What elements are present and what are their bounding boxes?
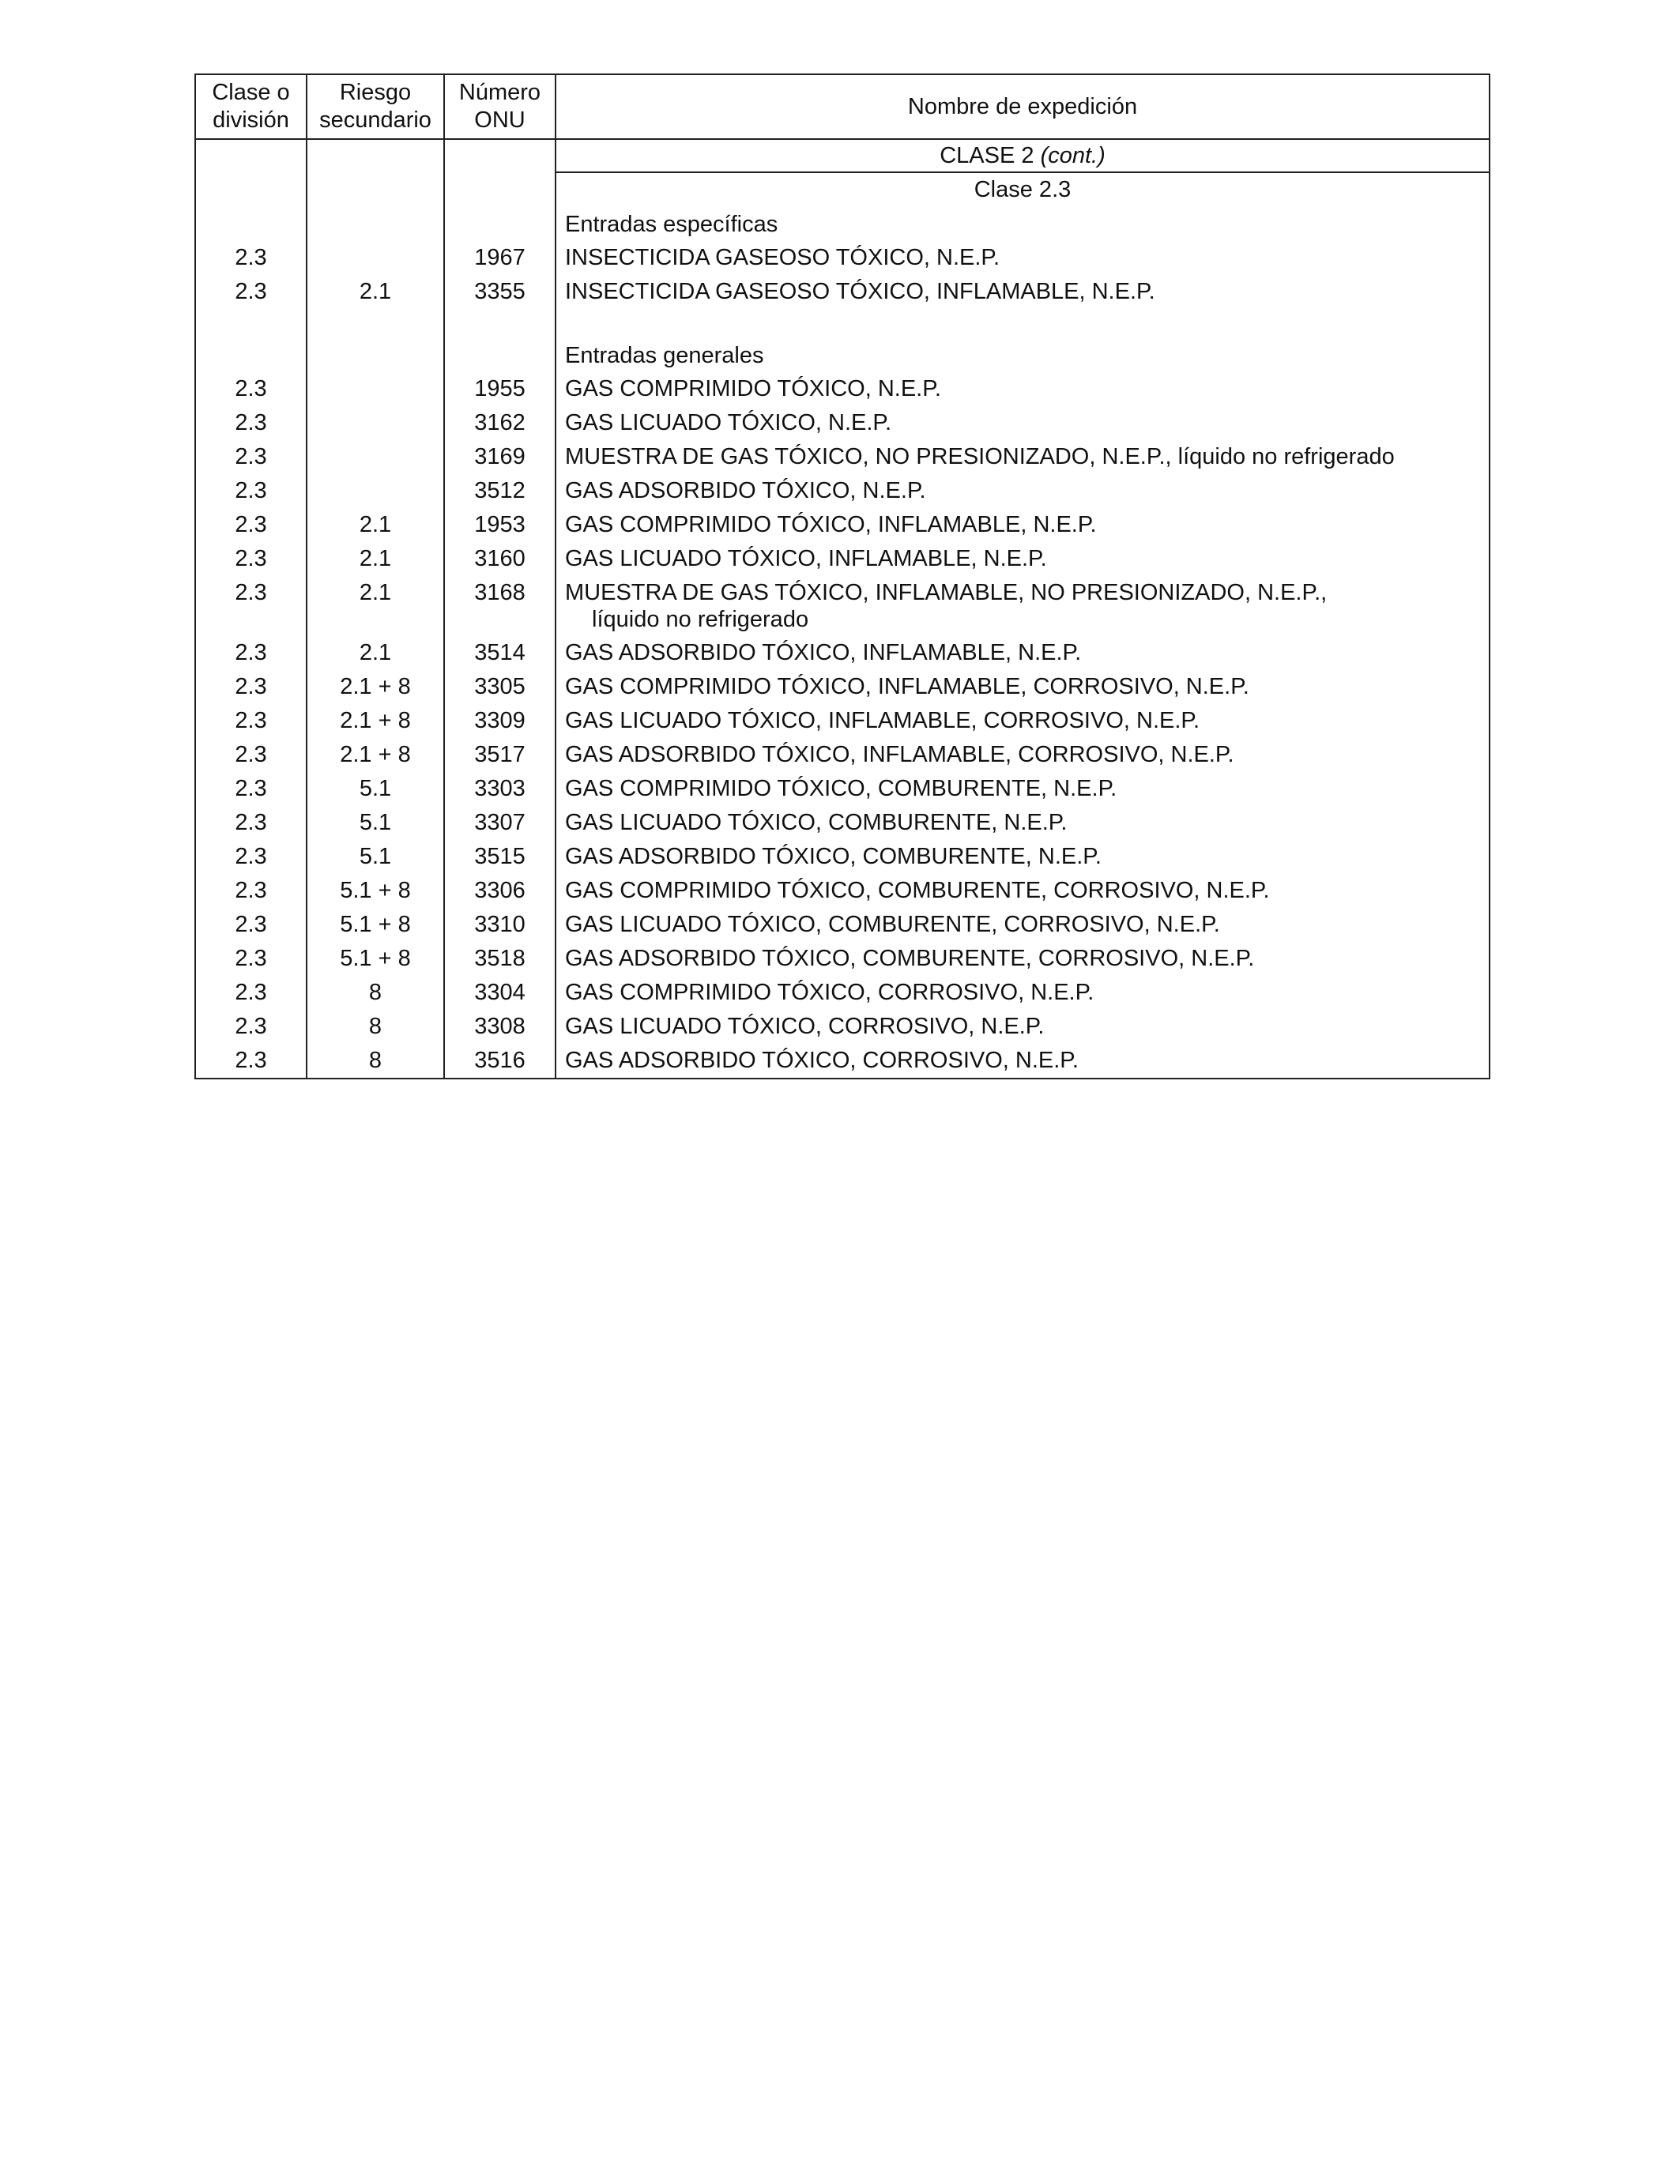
subclass-heading-row [195,172,1490,206]
table-body [195,139,1490,1079]
nombre-text: MUESTRA DE GAS TÓXICO, NO PRESIONIZADO, N.E.P., líquido no refrigerado [565,444,1395,469]
cell-nombre [556,508,1490,542]
empty-cell [444,206,556,241]
cell-clase: 2.3 [195,542,307,576]
nombre-text: GAS LICUADO TÓXICO, CORROSIVO, N.E.P. [565,1014,1045,1039]
cell-clase: 2.3 [195,636,307,670]
cell-onu: 3162 [444,406,556,440]
cell-clase: 2.3 [195,806,307,840]
cell-nombre [556,1010,1490,1044]
cell-riesgo: 2.1 [307,508,444,542]
spacer-row [195,309,1490,337]
cell-onu: 1953 [444,508,556,542]
cell-nombre [556,372,1490,406]
cell-riesgo: 5.1 [307,806,444,840]
cell-nombre [556,840,1490,874]
header-clase-line1: Clase o [212,80,290,105]
nombre-text: GAS COMPRIMIDO TÓXICO, COMBURENTE, N.E.P. [565,776,1117,801]
nombre-text: GAS LICUADO TÓXICO, COMBURENTE, CORROSIVO, N.E.P. [565,912,1220,937]
empty-cell [444,172,556,206]
cell-clase: 2.3 [195,508,307,542]
cell-clase: 2.3 [195,976,307,1010]
nombre-text: GAS ADSORBIDO TÓXICO, INFLAMABLE, CORROSIVO, N.E.P. [565,742,1234,767]
table-row [195,241,1490,275]
cell-onu: 3309 [444,704,556,738]
cell-riesgo: 2.1 [307,542,444,576]
cell-clase: 2.3 [195,874,307,908]
cell-nombre [556,542,1490,576]
nombre-text: INSECTICIDA GASEOSO TÓXICO, N.E.P. [565,245,1000,270]
table-row [195,542,1490,576]
cell-onu: 3306 [444,874,556,908]
cell-onu: 3303 [444,772,556,806]
empty-cell [195,172,307,206]
nombre-text: GAS LICUADO TÓXICO, INFLAMABLE, CORROSIVO, N.E.P. [565,708,1200,733]
cell-clase: 2.3 [195,772,307,806]
table-row [195,908,1490,942]
cell-nombre [556,704,1490,738]
table-row [195,738,1490,772]
empty-cell [444,139,556,172]
cell-riesgo [307,406,444,440]
cell-clase: 2.3 [195,908,307,942]
nombre-text: GAS ADSORBIDO TÓXICO, N.E.P. [565,478,926,503]
nombre-text: GAS LICUADO TÓXICO, N.E.P. [565,410,892,435]
table-row [195,508,1490,542]
cell-riesgo: 8 [307,1010,444,1044]
nombre-text: GAS COMPRIMIDO TÓXICO, INFLAMABLE, N.E.P. [565,512,1097,537]
cell-riesgo: 2.1 [307,636,444,670]
empty-cell [556,309,1490,337]
cell-riesgo: 5.1 + 8 [307,908,444,942]
cell-riesgo: 5.1 + 8 [307,874,444,908]
cell-onu: 3168 [444,576,556,636]
cell-nombre [556,772,1490,806]
table-row [195,440,1490,474]
cell-clase: 2.3 [195,1044,307,1079]
cell-clase: 2.3 [195,942,307,976]
empty-cell [307,309,444,337]
cell-nombre [556,942,1490,976]
cell-clase: 2.3 [195,275,307,309]
subclass-heading: Clase 2.3 [556,172,1490,206]
cell-riesgo: 2.1 [307,275,444,309]
cell-onu: 3516 [444,1044,556,1079]
empty-cell [195,309,307,337]
cell-clase: 2.3 [195,738,307,772]
table-row [195,976,1490,1010]
empty-cell [307,206,444,241]
table-row [195,406,1490,440]
nombre-text: MUESTRA DE GAS TÓXICO, INFLAMABLE, NO PRESIONIZADO, N.E.P., [565,580,1328,605]
table-row [195,275,1490,309]
cell-onu: 1955 [444,372,556,406]
table-row [195,840,1490,874]
cell-onu: 3305 [444,670,556,704]
cell-nombre [556,474,1490,508]
cell-clase: 2.3 [195,670,307,704]
empty-cell [195,337,307,372]
cell-nombre [556,806,1490,840]
section-title-row [195,337,1490,372]
nombre-text: GAS LICUADO TÓXICO, INFLAMABLE, N.E.P. [565,546,1047,571]
table-row [195,474,1490,508]
cell-nombre [556,874,1490,908]
nombre-text: GAS LICUADO TÓXICO, COMBURENTE, N.E.P. [565,810,1068,835]
cell-nombre [556,406,1490,440]
cell-riesgo: 2.1 + 8 [307,670,444,704]
cell-nombre [556,670,1490,704]
header-nombre: Nombre de expedición [556,74,1490,139]
cell-nombre [556,1044,1490,1079]
nombre-text: GAS ADSORBIDO TÓXICO, CORROSIVO, N.E.P. [565,1048,1079,1073]
section-title-row [195,206,1490,241]
cell-clase: 2.3 [195,241,307,275]
cell-onu: 3307 [444,806,556,840]
cell-riesgo [307,440,444,474]
empty-cell [307,172,444,206]
cell-nombre [556,241,1490,275]
cell-clase: 2.3 [195,704,307,738]
cell-clase: 2.3 [195,440,307,474]
empty-cell [444,337,556,372]
table-header [195,74,1490,139]
table-row [195,806,1490,840]
nombre-text: GAS COMPRIMIDO TÓXICO, CORROSIVO, N.E.P. [565,980,1094,1005]
table-row [195,636,1490,670]
cell-onu: 3515 [444,840,556,874]
header-numero [444,74,556,139]
cell-onu: 3310 [444,908,556,942]
cell-onu: 3512 [444,474,556,508]
nombre-text: GAS ADSORBIDO TÓXICO, COMBURENTE, N.E.P. [565,844,1102,869]
cell-onu: 3355 [444,275,556,309]
cell-clase: 2.3 [195,1010,307,1044]
nombre-text: GAS ADSORBIDO TÓXICO, INFLAMABLE, N.E.P. [565,640,1082,665]
cell-nombre [556,738,1490,772]
header-riesgo-line1: Riesgo [339,80,412,105]
table-row [195,670,1490,704]
nombre-text: GAS COMPRIMIDO TÓXICO, N.E.P. [565,376,941,401]
cell-riesgo: 8 [307,976,444,1010]
header-riesgo [307,74,444,139]
cell-riesgo: 5.1 [307,772,444,806]
nombre-text: GAS COMPRIMIDO TÓXICO, INFLAMABLE, CORROSIVO, N.E.P. [565,674,1249,699]
cell-onu: 3518 [444,942,556,976]
cell-clase: 2.3 [195,406,307,440]
class-heading-label: CLASE 2 [940,143,1034,168]
cell-riesgo: 8 [307,1044,444,1079]
table-row [195,1010,1490,1044]
table-row [195,576,1490,636]
section-title: Entradas generales [556,337,1490,372]
empty-cell [444,309,556,337]
cell-nombre [556,440,1490,474]
header-row [195,74,1490,139]
table-row [195,772,1490,806]
nombre-continuation: líquido no refrigerado [592,607,809,632]
cell-onu: 3169 [444,440,556,474]
section-title: Entradas específicas [556,206,1490,241]
empty-cell [307,139,444,172]
cell-nombre [556,976,1490,1010]
class-heading-note: (cont.) [1040,143,1106,168]
header-numero-line1: Número [458,80,541,105]
header-riesgo-line2: secundario [319,107,431,133]
cell-riesgo [307,474,444,508]
table-row [195,1044,1490,1079]
header-clase-line2: división [213,107,289,133]
cell-onu: 1967 [444,241,556,275]
cell-nombre [556,636,1490,670]
cell-riesgo: 2.1 + 8 [307,704,444,738]
cell-riesgo: 2.1 [307,576,444,636]
table-row [195,704,1490,738]
cell-onu: 3304 [444,976,556,1010]
cell-clase: 2.3 [195,576,307,636]
header-clase [195,74,307,139]
cell-onu: 3517 [444,738,556,772]
dangerous-goods-table [194,73,1490,1079]
cell-clase: 2.3 [195,474,307,508]
cell-onu: 3308 [444,1010,556,1044]
nombre-text: GAS ADSORBIDO TÓXICO, COMBURENTE, CORROSIVO, N.E.P. [565,946,1255,971]
nombre-text: GAS COMPRIMIDO TÓXICO, COMBURENTE, CORROSIVO, N.E.P. [565,878,1270,903]
cell-nombre [556,576,1490,636]
cell-clase: 2.3 [195,372,307,406]
cell-onu: 3514 [444,636,556,670]
cell-riesgo: 5.1 [307,840,444,874]
table-row [195,372,1490,406]
table-row [195,942,1490,976]
cell-nombre [556,275,1490,309]
cell-riesgo: 5.1 + 8 [307,942,444,976]
empty-cell [195,206,307,241]
header-numero-line2: ONU [474,107,525,133]
cell-riesgo [307,241,444,275]
cell-onu: 3160 [444,542,556,576]
cell-riesgo: 2.1 + 8 [307,738,444,772]
class-heading [556,139,1490,172]
cell-clase: 2.3 [195,840,307,874]
nombre-text: INSECTICIDA GASEOSO TÓXICO, INFLAMABLE, N.E.P. [565,279,1155,304]
cell-nombre [556,908,1490,942]
empty-cell [307,337,444,372]
empty-cell [195,139,307,172]
table-row [195,874,1490,908]
class-heading-row [195,139,1490,172]
cell-riesgo [307,372,444,406]
